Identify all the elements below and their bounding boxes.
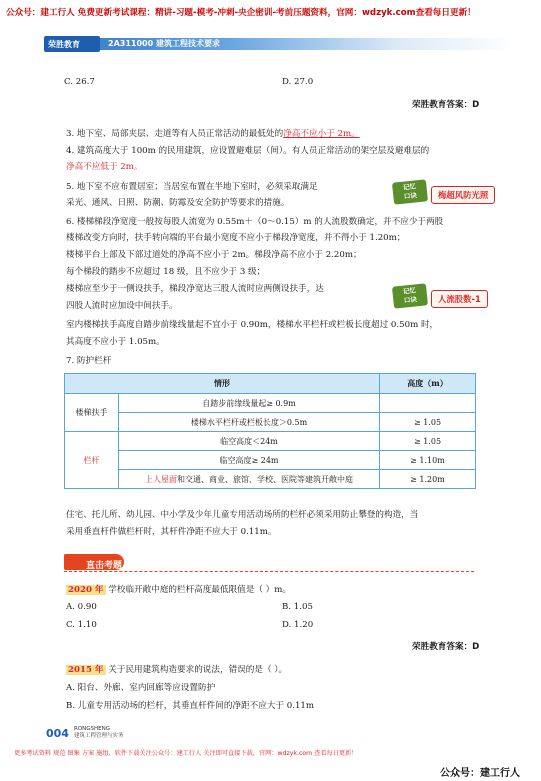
railing-height-table [64, 373, 476, 489]
brand-logo: 荣胜教育 [44, 36, 100, 52]
page-number: 004 [46, 727, 69, 740]
table-header-case: 情形 [65, 374, 380, 394]
point-6-line5: 楼梯应至少于一侧设扶手，梯段净宽达三股人流时应两侧设扶手，达 [66, 284, 324, 294]
point-5-line1: 5. 地下室不应布置居室；当居室布置在半地下室时，必须采取满足 [66, 182, 318, 192]
footer-brand [74, 726, 124, 740]
point-3: 3. 地下室、局部夹层、走道等有人员正常活动的最低处的净高不应小于 2m。 [66, 129, 360, 139]
point-4-line2: 净高不应低于 2m。 [66, 162, 143, 172]
point-6-line7: 室内楼梯扶手高度自踏步前缘线量起不宜小于 0.90m，楼梯水平栏杆或栏板长度超过 0.50m 时， [66, 320, 439, 330]
table-header-row [65, 374, 476, 394]
table-cell-height: ≥ 1.20m [380, 470, 476, 489]
footer-brand-cn: 建筑工程管理与实务 [74, 733, 124, 739]
table-cell-height [380, 394, 476, 413]
q1-answer: 荣胜教育答案：D [412, 642, 480, 652]
point-6-line3: 楼梯平台上部及下部过道处的净高不应小于 2m。梯段净高不应小于 2.20m； [66, 250, 362, 260]
q1-option-a: A. 0.90 [66, 602, 97, 612]
corner-label: 公众号：建工行人 [440, 768, 520, 779]
prev-answer [412, 98, 479, 110]
point-6-line4: 每个梯段的踏步不应超过 18 级，且不应少于 3 级； [66, 267, 266, 277]
table-cell-height: ≥ 1.05 [380, 432, 476, 451]
exam-divider [64, 571, 474, 572]
point-6-line2: 楼梯改变方向时，扶手转向端的平台最小宽度不应小于梯段净宽度，并不得小于 1.20m； [66, 233, 406, 243]
q1-option-c: C. 1.10 [66, 620, 97, 630]
memory-tag-1: 梅超风防光照 [431, 186, 495, 204]
exam-section-title: 直击考题 [64, 554, 124, 570]
point-5-line2: 采光、通风、日照、防潮、防霉及安全防护等要求的措施。 [66, 198, 290, 208]
chapter-code: 2A311000 建筑工程技术要求 [108, 39, 220, 48]
table-cell-height: ≥ 1.10m [380, 451, 476, 470]
point-6-line8: 其高度不应小于 1.05m。 [66, 337, 165, 347]
table-cell-desc: 临空高度≥ 24m [119, 451, 380, 470]
table-row [65, 451, 476, 470]
q1-option-d: D. 1.20 [282, 620, 314, 630]
table-header-height: 高度（m） [380, 374, 476, 394]
table-row [65, 394, 476, 413]
stair-handrail-label: 楼梯扶手 [65, 394, 119, 432]
flame-icon [74, 556, 84, 568]
table-cell-desc: 上人屋面和交通、商业、旅馆、学校、医院等建筑开敞中庭 [119, 470, 380, 489]
q2-option-a: A. 阳台、外廊、室内回廊等应设置防护 [66, 683, 216, 693]
answer-value: D [472, 100, 480, 110]
question-2020: 2020 年 学校临开敞中庭的栏杆高度最低限值是（ ）m。 [68, 585, 292, 595]
table-row [65, 470, 476, 489]
memory-stamp-2: 记忆 口诀 [392, 283, 428, 308]
point-6-line6: 四股人流时应加设中间扶手。 [66, 301, 178, 311]
memory-stamp-1: 记忆 口诀 [392, 179, 428, 204]
question-2015: 2015 年 关于民用建筑构造要求的说法，错误的是（ ）。 [68, 665, 288, 675]
memory-tag-2: 人流股数-1 [431, 290, 488, 308]
bottom-banner: 更多考试资料 规范 图集 方案 施组、软件下载关注公众号：建工行人 关注即可直接下载，官网：wdzyk.com 查看每日更新！ [14, 750, 358, 757]
railing-label: 栏杆 [65, 432, 119, 489]
after-table-line1: 住宅、托儿所、幼儿园、中小学及少年儿童专用活动场所的栏杆必须采用防止攀登的构造，当 [66, 510, 419, 520]
answer-label: 荣胜教育答案： [412, 100, 473, 110]
after-table-line2: 采用垂直杆件做栏杆时，其杆件净距不应大于 0.11m。 [66, 527, 277, 537]
option-d: D. 27.0 [282, 77, 314, 87]
q2-option-b: B. 儿童专用活动场的栏杆，其垂直杆件间的净距不应大于 0.11m [66, 701, 315, 711]
point-6-line1: 6. 楼梯梯段净宽度一般按每股人流宽为 0.55m＋（0～0.15）m 的人流股数确定，并不应少于两股 [66, 217, 444, 227]
table-cell-desc: 楼梯水平栏杆或栏板长度＞0.5m [119, 413, 380, 432]
page-header [44, 36, 514, 52]
table-cell-height: ≥ 1.05 [380, 413, 476, 432]
option-c: C. 26.7 [64, 77, 95, 87]
q1-option-b: B. 1.05 [282, 602, 313, 612]
point-7-title: 7. 防护栏杆 [66, 356, 112, 366]
table-row [65, 413, 476, 432]
table-cell-desc: 临空高度＜24m [119, 432, 380, 451]
point-4-line1: 4. 建筑高度大于 100m 的民用建筑，应设置避难层（间）。有人员正常活动的架空层及避难层的 [66, 146, 430, 156]
footer-brand-en: RONGSHENG [74, 726, 111, 732]
top-banner: 公众号：建工行人 免费更新考试课程：精讲-习题-模考-冲刺-央企密训-考前压题资料，官网：wdzyk.com查看每日更新！ [6, 8, 476, 18]
table-row [65, 432, 476, 451]
table-cell-desc: 自踏步前缘线量起≥ 0.9m [119, 394, 380, 413]
